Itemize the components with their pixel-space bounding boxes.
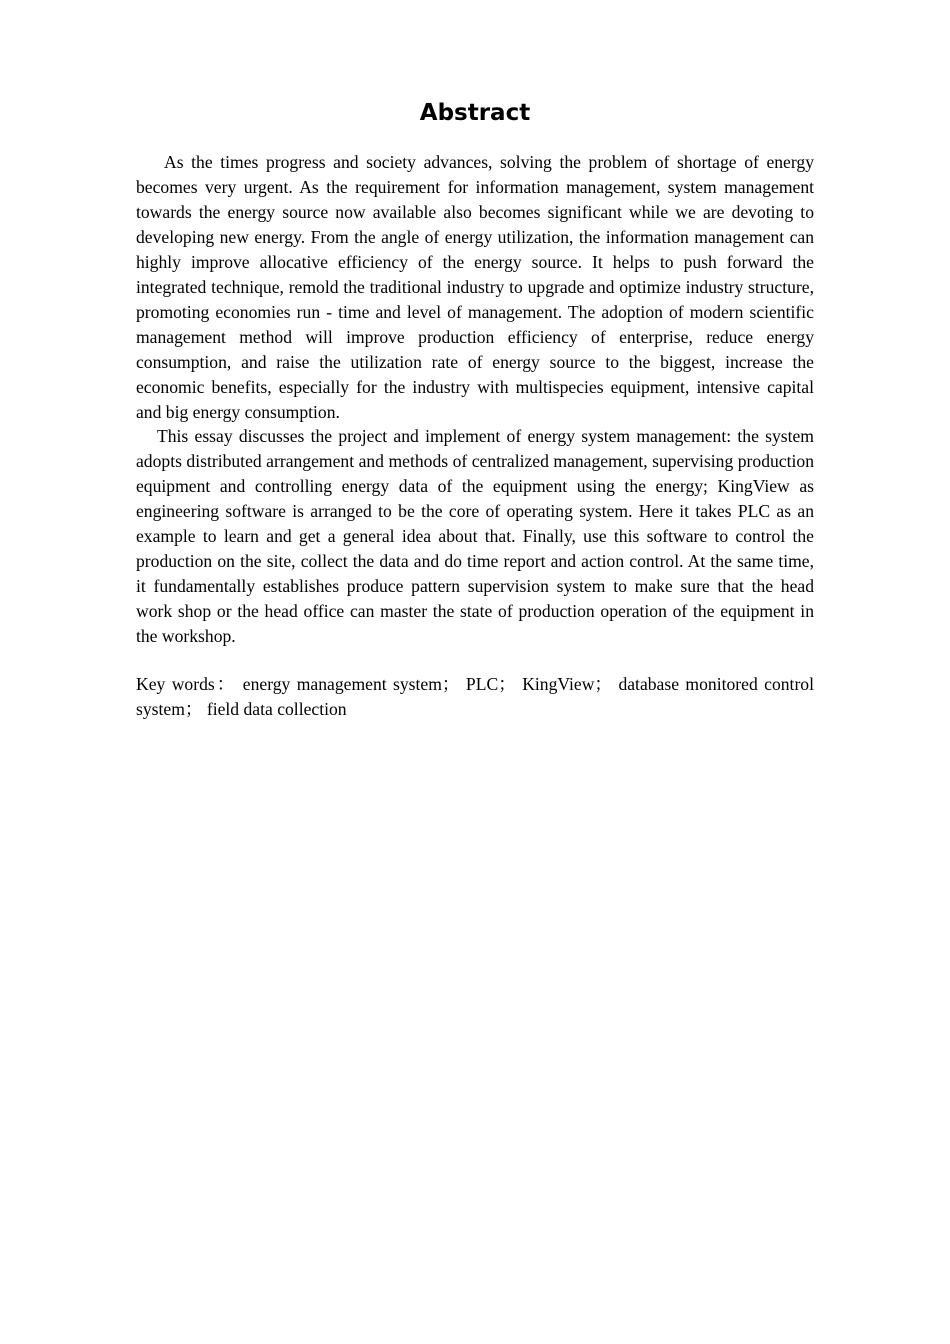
keywords-line: Key words： energy management system； PLC； KingView； database monitored control system； field data collection	[136, 674, 814, 719]
abstract-paragraph-1: As the times progress and society advances, solving the problem of shortage of energy becomes very urgent. As the requirement for information management, system management towards the energy source now available also becomes significant while we are devoting to developing new energy. From the angle of energy utilization, the information management can highly improve allocative efficiency of the energy source. It helps to push forward the integrated technique, remold the traditional industry to upgrade and optimize industry structure, promoting economies run - time and level of management. The adoption of modern scientific management method will improve production efficiency of enterprise, reduce energy consumption, and raise the utilization rate of energy source to the biggest, increase the economic benefits, especially for the industry with multispecies equipment, intensive capital and big energy consumption.	[136, 152, 814, 422]
abstract-paragraph-2: This essay discusses the project and implement of energy system management: the system adopts distributed arrangement and methods of centralized management, supervising production equipment and controlling energy data of the equipment using the energy; KingView as engineering software is arranged to be the core of operating system. Here it takes PLC as an example to learn and get a general idea about that. Finally, use this software to control the production on the site, collect the data and do time report and action control. At the same time, it fundamentally establishes produce pattern supervision system to make sure that the head work shop or the head office can master the state of production operation of the equipment in the workshop.	[136, 426, 814, 646]
page-title: Abstract	[419, 100, 531, 126]
